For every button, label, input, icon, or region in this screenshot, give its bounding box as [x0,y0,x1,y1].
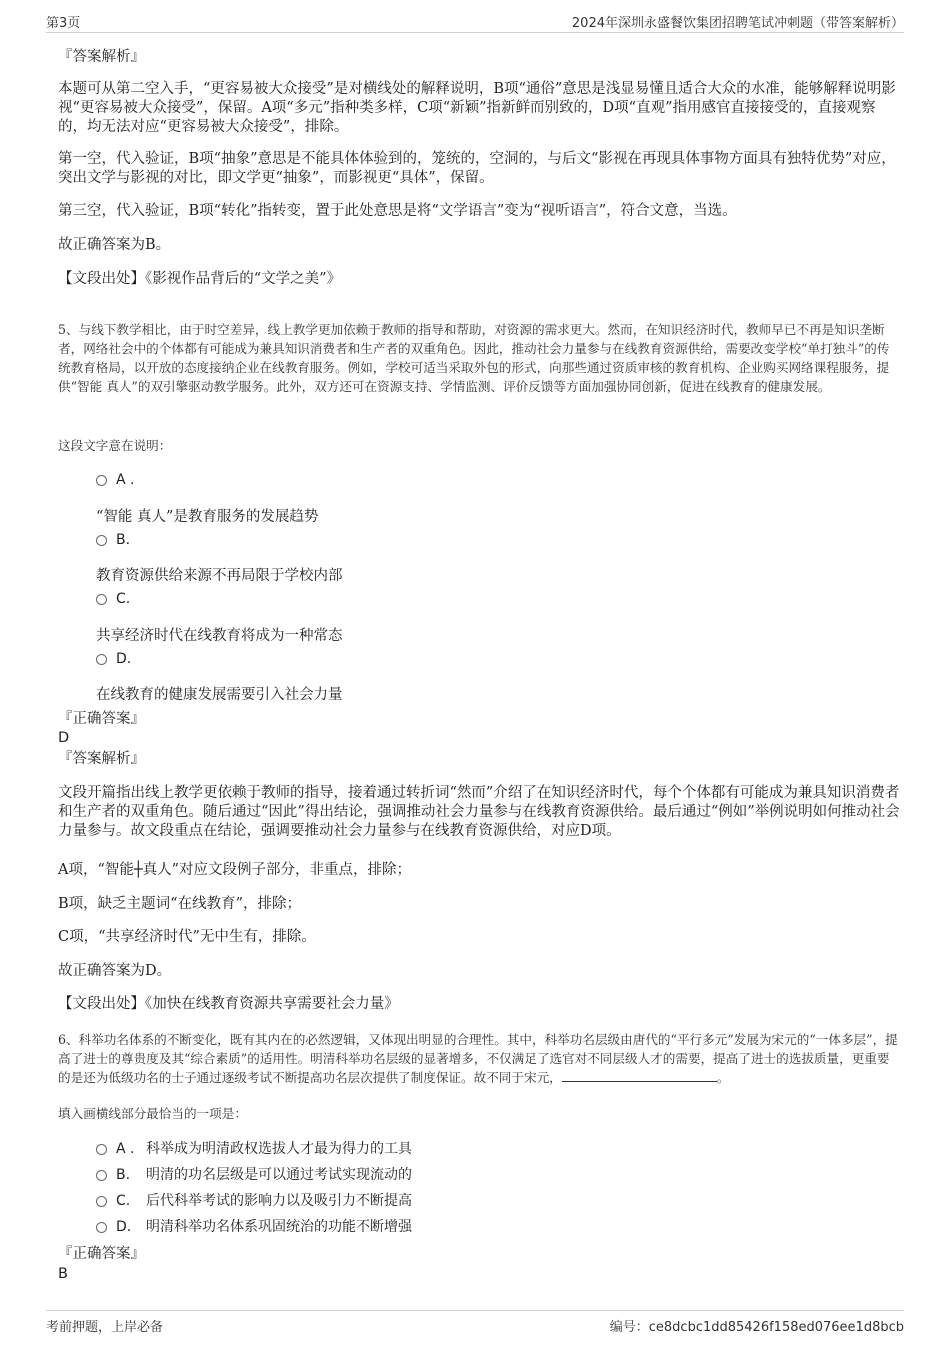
q5-answer-label: 『正确答案』 [58,711,145,727]
radio-icon[interactable] [96,1170,107,1181]
q5-option-a-text: “智能 真人”是教育服务的发展趋势 [96,509,319,525]
q4-source: 【文段出处】《影视作品背后的“文学之美”》 [58,271,342,287]
option-letter: A . [116,1141,135,1157]
q5-option-d[interactable] [96,650,131,668]
q5-answer: D [58,730,70,746]
q6-option-b[interactable] [96,1166,412,1184]
option-text: 科举成为明清政权选拔人才最为得力的工具 [146,1141,412,1157]
q5-stem: 5、与线下教学相比，由于时空差异，线上教学更加依赖于教师的指导和帮助，对资源的需求更大。然而，在知识经济时代，教师早已不再是知识垄断者，网络社会中的个体都有可能成为兼具知识消费者和生产者的双重角色。因此，推动社会力量参与在线教育资源供给，需要改变学校“单打独斗”的传统教育格局，以开放的态度接纳企业在线教育服务。例如，学校可适当采取外包的形式，向那些通过资质审核的教育机构、企业购买网络课程服务，提供“智能 真人”的双引擎驱动教学服务。此外，双方还可在资源支持、学情监测、评价反馈等方面加强协同创新，促进在线教育的健康发展。 [58,322,890,394]
footer-slogan: 考前押题，上岸必备 [46,1320,164,1335]
option-text: 后代科举考试的影响力以及吸引力不断提高 [146,1193,412,1209]
radio-icon[interactable] [96,1144,107,1155]
footer-code-value: ce8dcbc1dd85426f158ed076ee1d8bcb [648,1320,904,1335]
footer-code [610,1316,904,1335]
q6-option-a[interactable] [96,1140,412,1158]
q5-eliminate-c: C项，“共享经济时代”无中生有，排除。 [58,929,316,945]
q6-stem-text: 6、科举功名体系的不断变化，既有其内在的必然逻辑，又体现出明显的合理性。其中，科举功名层级由唐代的“平行多元”发展为宋元的“一体多层”，提高了进士的尊贵度及其“综合素质”的适用性。明清科举功名层级的显著增多，不仅满足了选官对不同层级人才的需要，提高了进士的选拔质量，更重要的是还为低级功名的士子通过逐级考试不断提高功名层次提供了制度保证。故不同于宋元， [58,1032,898,1085]
option-letter: C. [116,591,131,607]
q5-analysis: 文段开篇指出线上教学更依赖于教师的指导，接着通过转折词“然而”介绍了在知识经济时代，每个个体都有可能成为兼具知识消费者和生产者的双重角色。随后通过“因此”得出结论，强调推动社会力量参与在线教育资源供给。最后通过“例如”举例说明如何推动社会力量参与。故文段重点在结论，强调要推动社会力量参与在线教育资源供给，对应D项。 [58,785,900,839]
q6-option-c[interactable] [96,1192,412,1210]
q5-option-c[interactable] [96,590,130,608]
q5-source: 【文段出处】《加快在线教育资源共享需要社会力量》 [58,996,399,1012]
q6-prompt: 填入画横线部分最恰当的一项是： [58,1106,247,1121]
q6-option-d[interactable] [96,1218,412,1236]
q6-blank-line [562,1069,717,1082]
page-number: 第3页 [46,16,81,31]
option-letter: D. [116,1219,132,1235]
radio-icon[interactable] [96,1222,107,1233]
option-letter: C. [116,1193,131,1209]
radio-icon[interactable] [96,1196,107,1207]
option-text: 明清科举功名体系巩固统治的功能不断增强 [146,1219,412,1235]
radio-icon[interactable] [96,594,107,605]
option-text: 明清的功名层级是可以通过考试实现流动的 [146,1167,412,1183]
q5-analysis-label: 『答案解析』 [58,751,145,767]
q5-eliminate-a: A项，“智能┼真人”对应文段例子部分，非重点，排除； [58,862,412,878]
q5-option-a[interactable] [96,471,134,489]
radio-icon[interactable] [96,654,107,665]
page-header [46,12,904,33]
radio-icon[interactable] [96,475,107,486]
q5-conclusion: 故正确答案为D。 [58,963,172,979]
q5-option-b[interactable] [96,531,130,549]
option-letter: D. [116,651,132,667]
q5-prompt: 这段文字意在说明： [58,438,172,453]
q4-conclusion: 故正确答案为B。 [58,237,171,253]
q4-analysis-para-2: 第一空，代入验证，B项“抽象”意思是不能具体体验到的，笼统的，空洞的，与后文“影视在再现具体事物方面具有独特优势”对应，突出文学与影视的对比，即文学更“抽象”，而影视更“具体”，保留。 [58,151,896,186]
q5-eliminate-b: B项，缺乏主题词“在线教育”，排除； [58,896,301,912]
q6-answer-label: 『正确答案』 [58,1246,145,1262]
q6-answer: B [58,1266,68,1282]
q4-analysis-para-1: 本题可从第二空入手，“更容易被大众接受”是对横线处的解释说明，B项“通俗”意思是浅显易懂且适合大众的水准，能够解释说明影视“更容易被大众接受”，保留。A项“多元”指种类多样，C项“新颖”指新鲜而别致的，D项“直观”指用感官直接接受的，直接观察的，均无法对应“更容易被大众接受”，排除。 [58,81,896,135]
footer-code-label: 编号： [609,1320,649,1335]
option-letter: B. [116,532,131,548]
q5-option-b-text: 教育资源供给来源不再局限于学校内部 [96,568,343,584]
q6-stem [58,1030,900,1087]
option-letter: B. [116,1167,131,1183]
page-footer [46,1310,904,1335]
radio-icon[interactable] [96,535,107,546]
q5-option-c-text: 共享经济时代在线教育将成为一种常态 [96,628,343,644]
q6-stem-end: 。 [716,1070,730,1085]
q5-option-d-text: 在线教育的健康发展需要引入社会力量 [96,687,343,703]
q4-analysis-para-3: 第三空，代入验证，B项“转化”指转变，置于此处意思是将“文学语言”变为“视听语言”，符合文意，当选。 [58,203,737,219]
q4-analysis-label: 『答案解析』 [58,49,145,65]
option-letter: A . [116,472,135,488]
document-title: 2024年深圳永盛餐饮集团招聘笔试冲刺题（带答案解析） [571,16,904,31]
